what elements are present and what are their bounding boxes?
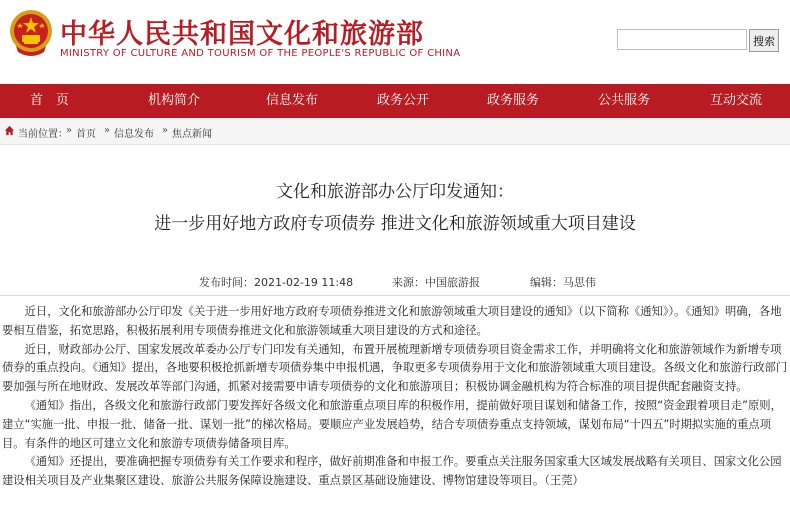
article-source: 来源：中国旅游报	[392, 276, 480, 289]
breadcrumb-prefix: 当前位置：	[18, 129, 68, 140]
article-paragraph: 《通知》还提出，要准确把握专项债券有关工作要求和程序，做好前期准备和申报工作。要重点关注服务国家重大区域发展战略有关项目、国家文化公园建设相关项目及产业集聚区建设、旅游公共服务保障设施建设、重点景区基础设施建设、博物馆建设等项目。（王莞）	[2, 455, 782, 488]
article-title-line1: 文化和旅游部办公厅印发通知：	[276, 182, 514, 202]
search-button[interactable]: 搜索	[749, 29, 779, 52]
nav-item-news[interactable]: 信息发布	[266, 93, 319, 108]
nav-item-gov-services[interactable]: 政务服务	[487, 93, 540, 108]
search-input[interactable]	[617, 29, 747, 50]
nav-item-public-services[interactable]: 公共服务	[598, 93, 651, 108]
article-container	[0, 145, 790, 529]
article-paragraph: 近日，财政部办公厅、国家发展改革委办公厅专门印发有关通知，布置开展梳理新增专项债券项目资金需求工作，并明确将文化和旅游领域作为新增专项债券的重点投向。《通知》提出，各地要积极抢抓新增专项债券集中申报机遇，争取更多专项债券用于文化和旅游领域重大项目建设。各级文化和旅游行政部门要加强与所在地财政、发展改革等部门沟通，抓紧对接需要申请专项债券的文化和旅游项目；积极协调金融机构为符合标准的项目提供配套融资支持。	[2, 342, 788, 394]
breadcrumb-separator: »	[66, 125, 73, 136]
article-editor: 编辑：马思伟	[530, 276, 596, 289]
breadcrumb-separator: »	[162, 125, 169, 136]
site-header	[0, 0, 790, 84]
article-paragraph: 近日，文化和旅游部办公厅印发《关于进一步用好地方政府专项债券推进文化和旅游领域重大项目建设的通知》（以下简称《通知》）。《通知》明确，各地要相互借鉴，拓宽思路，积极拓展利用专项债券推进文化和旅游领域重大项目建设的方式和途径。	[2, 305, 782, 337]
article-body	[2, 303, 788, 491]
breadcrumb-item-news[interactable]: 信息发布	[114, 129, 154, 140]
main-nav	[0, 84, 790, 118]
breadcrumb-item-home[interactable]: 首页	[76, 129, 96, 140]
nav-item-gov-affairs[interactable]: 政务公开	[377, 93, 430, 108]
meta-divider	[0, 295, 790, 296]
site-title[interactable]: 中华人民共和国文化和旅游部	[60, 19, 424, 50]
nav-item-interaction[interactable]: 互动交流	[710, 93, 763, 108]
nav-item-home[interactable]: 首 页	[30, 93, 70, 108]
home-icon	[4, 125, 15, 136]
national-emblem-icon[interactable]	[8, 8, 54, 58]
publish-time: 发布时间：2021-02-19 11:48	[199, 276, 354, 289]
article-title-line2: 进一步用好地方政府专项债券 推进文化和旅游领域重大项目建设	[154, 214, 636, 234]
nav-item-about[interactable]: 机构简介	[148, 93, 201, 108]
breadcrumb	[0, 118, 790, 145]
breadcrumb-item-focus-news[interactable]: 焦点新闻	[172, 129, 212, 140]
breadcrumb-separator: »	[104, 125, 111, 136]
article-paragraph: 《通知》指出，各级文化和旅游行政部门要发挥好各级文化和旅游重点项目库的积极作用，提前做好项目谋划和储备工作，按照“资金跟着项目走”原则，建立“实施一批、申报一批、储备一批、谋划一批”的梯次格局。要顺应产业发展趋势，结合专项债券重点支持领域，谋划布局“十四五”时期拟实施的重点项目。有条件的地区可建立文化和旅游专项债券储备项目库。	[2, 398, 782, 450]
site-title-english: MINISTRY OF CULTURE AND TOURISM OF THE PEOPLE'S REPUBLIC OF CHINA	[60, 48, 461, 59]
article-meta	[0, 274, 790, 290]
